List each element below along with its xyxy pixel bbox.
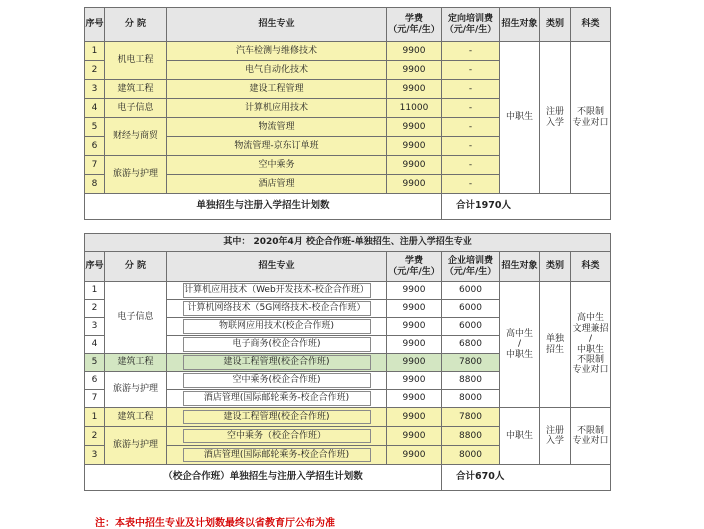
header-tuition-label: 学费 (404, 256, 423, 267)
tuition-cell: 9900 (387, 175, 442, 194)
dept-cell: 财经与商贸 (105, 118, 167, 156)
header-target: 招生对象 (500, 8, 540, 42)
major-text: 物联网应用技术(校企合作班) (183, 319, 371, 333)
header-tuition-label: 学费 (404, 14, 423, 25)
train-fee-cell: - (442, 156, 500, 175)
header-category: 类别 (540, 8, 571, 42)
dept-cell: 建筑工程 (105, 408, 167, 427)
major-cell: 建设工程管理 (167, 80, 387, 99)
table2-title-row (85, 234, 611, 252)
subject-line: 不限制 (577, 354, 605, 365)
subject-line1: 不限制 (576, 107, 604, 118)
major-cell: 汽车检测与维修技术 (167, 42, 387, 61)
train-fee-cell: 6000 (442, 318, 500, 336)
tuition-cell: 9900 (387, 80, 442, 99)
dept-cell: 建筑工程 (105, 354, 167, 372)
tuition-cell: 9900 (387, 408, 442, 427)
seq-cell: 3 (85, 80, 105, 99)
target-line: 高中生 (505, 328, 533, 339)
tuition-cell: 9900 (387, 318, 442, 336)
tuition-cell: 9900 (387, 118, 442, 137)
major-cell (167, 354, 387, 372)
subject-line: 文理兼招 (572, 323, 609, 334)
subject-line2: 专业对口 (572, 117, 609, 128)
train-fee-cell: 6800 (442, 336, 500, 354)
target-line: / (517, 339, 522, 350)
header-category: 类别 (540, 252, 571, 282)
train-fee-cell: 7800 (442, 408, 500, 427)
tuition-cell: 9900 (387, 446, 442, 465)
header-tuition (387, 252, 442, 282)
major-cell (167, 446, 387, 465)
train-fee-cell: 6000 (442, 282, 500, 300)
major-cell: 物流管理-京东订单班 (167, 137, 387, 156)
major-text: 计算机网络技术（5G网络技术-校企合作班） (183, 301, 371, 315)
subject-cell (571, 282, 611, 408)
category-line: 招生 (545, 344, 564, 355)
subject-cell (571, 408, 611, 465)
major-text: 建设工程管理(校企合作班) (183, 410, 371, 424)
major-cell (167, 390, 387, 408)
total-value: 合计1970人 (442, 194, 611, 220)
train-fee-cell: - (442, 137, 500, 156)
dept-cell: 机电工程 (105, 42, 167, 80)
subject-line: 高中生 (577, 313, 605, 324)
train-fee-cell: 8800 (442, 427, 500, 446)
major-text: 空中乘务（校企合作班） (183, 429, 371, 443)
header-seq: 序号 (85, 8, 105, 42)
major-cell: 空中乘务 (167, 156, 387, 175)
dept-cell: 建筑工程 (105, 80, 167, 99)
train-fee-cell: - (442, 61, 500, 80)
tuition-cell: 9900 (387, 156, 442, 175)
table1-total-row (85, 194, 611, 220)
tuition-cell: 9900 (387, 372, 442, 390)
category-line: 单独 (545, 334, 564, 345)
major-cell (167, 336, 387, 354)
target-cell: 中职生 (500, 42, 540, 194)
major-cell: 电气自动化技术 (167, 61, 387, 80)
enrollment-table-coop (84, 233, 611, 491)
header-tuition-unit: （元/年/生） (388, 24, 440, 35)
table1-header-row (85, 8, 611, 42)
tuition-cell: 11000 (387, 99, 442, 118)
seq-cell: 2 (85, 61, 105, 80)
seq-cell: 5 (85, 118, 105, 137)
header-dept: 分 院 (105, 8, 167, 42)
subject-line: 专业对口 (572, 436, 609, 446)
header-subject: 科类 (571, 8, 611, 42)
train-fee-cell: - (442, 175, 500, 194)
tuition-cell: 9900 (387, 282, 442, 300)
major-text: 建设工程管理(校企合作班) (183, 355, 371, 369)
tuition-cell: 9900 (387, 354, 442, 372)
tuition-cell: 9900 (387, 427, 442, 446)
subject-line: / (589, 334, 593, 345)
target-cell: 中职生 (500, 408, 540, 465)
train-fee-cell: - (442, 99, 500, 118)
table2-title: 其中： 2020年4月 校企合作班-单独招生、注册入学招生专业 (85, 234, 611, 252)
subject-line: 中职生 (577, 344, 605, 355)
subject-line: 不限制 (577, 425, 605, 436)
dept-cell: 旅游与护理 (105, 156, 167, 194)
major-cell (167, 282, 387, 300)
train-fee-cell: 8000 (442, 446, 500, 465)
major-cell (167, 427, 387, 446)
seq-cell: 5 (85, 354, 105, 372)
subject-cell (571, 42, 611, 194)
header-dept: 分 院 (105, 252, 167, 282)
seq-cell: 7 (85, 390, 105, 408)
seq-cell: 1 (85, 282, 105, 300)
footnote: 注：本表中招生专业及计划数最终以省教育厅公布为准 (95, 518, 335, 529)
train-fee-cell: 8800 (442, 372, 500, 390)
major-cell (167, 408, 387, 427)
category-cell (540, 408, 571, 465)
train-fee-cell: - (442, 118, 500, 137)
category-cell (540, 42, 571, 194)
header-train-fee (442, 8, 500, 42)
major-text: 计算机应用技术（Web开发技术-校企合作班） (183, 283, 371, 297)
major-text: 酒店管理(国际邮轮乘务-校企合作班) (183, 391, 371, 405)
target-cell (500, 282, 540, 408)
tuition-cell: 9900 (387, 137, 442, 156)
train-fee-cell: 8000 (442, 390, 500, 408)
dept-cell: 旅游与护理 (105, 427, 167, 465)
header-seq: 序号 (85, 252, 105, 282)
seq-cell: 4 (85, 99, 105, 118)
seq-cell: 6 (85, 372, 105, 390)
dept-cell: 电子信息 (105, 282, 167, 354)
table2-header-row (85, 252, 611, 282)
major-cell: 酒店管理 (167, 175, 387, 194)
seq-cell: 2 (85, 427, 105, 446)
seq-cell: 1 (85, 408, 105, 427)
table-row (85, 282, 611, 300)
major-text: 电子商务(校企合作班) (183, 337, 371, 351)
tuition-cell: 9900 (387, 336, 442, 354)
seq-cell: 8 (85, 175, 105, 194)
train-fee-cell: - (442, 80, 500, 99)
dept-cell: 旅游与护理 (105, 372, 167, 408)
major-text: 空中乘务(校企合作班) (183, 373, 371, 387)
seq-cell: 3 (85, 318, 105, 336)
header-train-unit: （元/年/生） (444, 266, 497, 277)
category-line: 注册 (545, 425, 564, 436)
seq-cell: 4 (85, 336, 105, 354)
tuition-cell: 9900 (387, 390, 442, 408)
header-train-label: 定向培训费 (447, 14, 493, 25)
major-cell: 物流管理 (167, 118, 387, 137)
major-cell (167, 318, 387, 336)
total-value: 合计670人 (442, 465, 611, 491)
seq-cell: 1 (85, 42, 105, 61)
table2-total-row (85, 465, 611, 491)
train-fee-cell: - (442, 42, 500, 61)
seq-cell: 6 (85, 137, 105, 156)
seq-cell: 3 (85, 446, 105, 465)
header-train-unit: （元/年/生） (444, 24, 497, 35)
tuition-cell: 9900 (387, 42, 442, 61)
subject-line: 专业对口 (572, 365, 609, 376)
header-tuition (387, 8, 442, 42)
header-major: 招生专业 (167, 252, 387, 282)
header-target: 招生对象 (500, 252, 540, 282)
enrollment-table-main (84, 7, 611, 220)
header-train-label: 企业培训费 (447, 256, 493, 267)
category-line: 入学 (545, 436, 564, 446)
major-cell (167, 372, 387, 390)
major-cell: 计算机应用技术 (167, 99, 387, 118)
major-cell (167, 300, 387, 318)
header-train-fee (442, 252, 500, 282)
target-line: 中职生 (505, 349, 533, 360)
seq-cell: 2 (85, 300, 105, 318)
header-major: 招生专业 (167, 8, 387, 42)
table-row (85, 42, 611, 61)
category-text: 注册入学 (545, 107, 564, 128)
total-label: （校企合作班）单独招生与注册入学招生计划数 (85, 465, 442, 491)
total-label: 单独招生与注册入学招生计划数 (85, 194, 442, 220)
category-cell (540, 282, 571, 408)
header-subject: 科类 (571, 252, 611, 282)
major-text: 酒店管理(国际邮轮乘务-校企合作班) (183, 448, 371, 462)
tuition-cell: 9900 (387, 61, 442, 80)
seq-cell: 7 (85, 156, 105, 175)
header-tuition-unit: （元/年/生） (388, 266, 440, 277)
table-row (85, 408, 611, 427)
tuition-cell: 9900 (387, 300, 442, 318)
train-fee-cell: 6000 (442, 300, 500, 318)
train-fee-cell: 7800 (442, 354, 500, 372)
dept-cell: 电子信息 (105, 99, 167, 118)
